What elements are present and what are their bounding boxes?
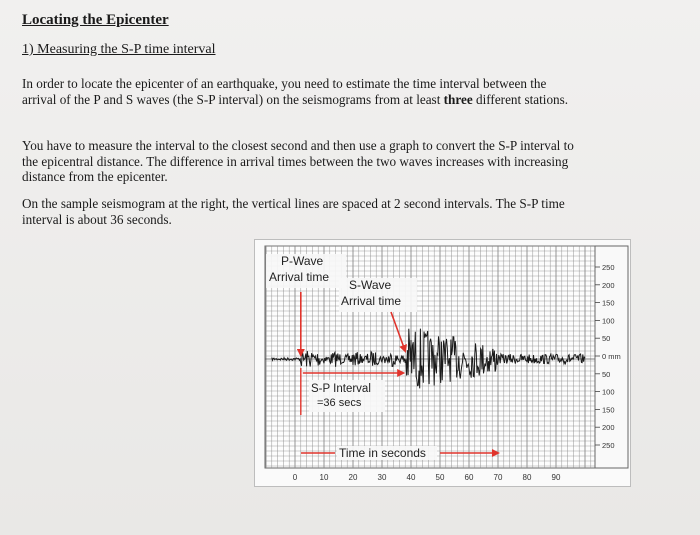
time-tick-label: 60	[464, 473, 474, 482]
sample-paragraph: On the sample seismogram at the right, the vertical lines are spaced at 2 second intervals. The S-P time interval is about 36 seconds.	[22, 196, 565, 227]
intro-bold-word: three	[443, 91, 473, 107]
p-wave-label-line2: Arrival time	[269, 270, 330, 284]
amplitude-tick-label: 200	[602, 280, 615, 290]
amplitude-tick-label: 250	[602, 263, 615, 272]
amplitude-tick-label: 50	[602, 334, 611, 344]
amplitude-tick-label: 100	[602, 387, 615, 397]
amplitude-tick-label: 50	[602, 369, 611, 379]
p-wave-label-line1: P-Wave	[281, 254, 324, 268]
time-tick-label: 50	[435, 473, 445, 482]
section-heading: 1) Measuring the S-P time interval	[22, 42, 216, 57]
time-tick-label: 70	[493, 473, 503, 482]
amplitude-tick-label: 250	[602, 441, 615, 450]
s-wave-label-line1: S-Wave	[349, 278, 392, 292]
amplitude-tick-label: 0 mm	[602, 352, 621, 361]
time-tick-label: 10	[319, 473, 329, 482]
amplitude-tick-label: 150	[602, 405, 615, 415]
time-tick-label: 20	[348, 473, 358, 482]
seismogram-figure	[255, 240, 630, 486]
page-title: Locating the Epicenter	[22, 12, 169, 28]
seismogram-svg	[255, 240, 630, 486]
intro-paragraph	[22, 76, 582, 107]
amplitude-axis-ticks	[595, 246, 628, 468]
time-tick-label: 90	[551, 473, 561, 482]
amplitude-tick-label: 100	[602, 316, 615, 326]
time-axis-ticks	[293, 473, 561, 482]
time-tick-label: 0	[292, 473, 298, 482]
amplitude-tick-label: 200	[602, 423, 615, 433]
measurement-paragraph: You have to measure the interval to the closest second and then use a graph to convert the S-P interval to the epicentral distance. The difference in arrival times between the two waves increases with increasing distance from the epicenter.	[22, 138, 574, 184]
amplitude-tick-label: 150	[602, 298, 615, 308]
sp-label-line2: =36 secs	[317, 397, 362, 409]
sp-label-line1: S-P Interval	[311, 383, 371, 395]
time-tick-label: 40	[406, 473, 416, 482]
intro-text: In order to locate the epicenter of an earthquake, you need to estimate the time interval between the arrival of the P and S waves (the S-P interval) on the seismograms from at least	[22, 76, 547, 107]
time-axis-label: Time in seconds	[339, 446, 426, 460]
intro-text-end: different stations.	[472, 91, 569, 107]
s-wave-label-line2: Arrival time	[341, 294, 402, 308]
time-tick-label: 80	[522, 473, 532, 482]
time-tick-label: 30	[377, 473, 387, 482]
